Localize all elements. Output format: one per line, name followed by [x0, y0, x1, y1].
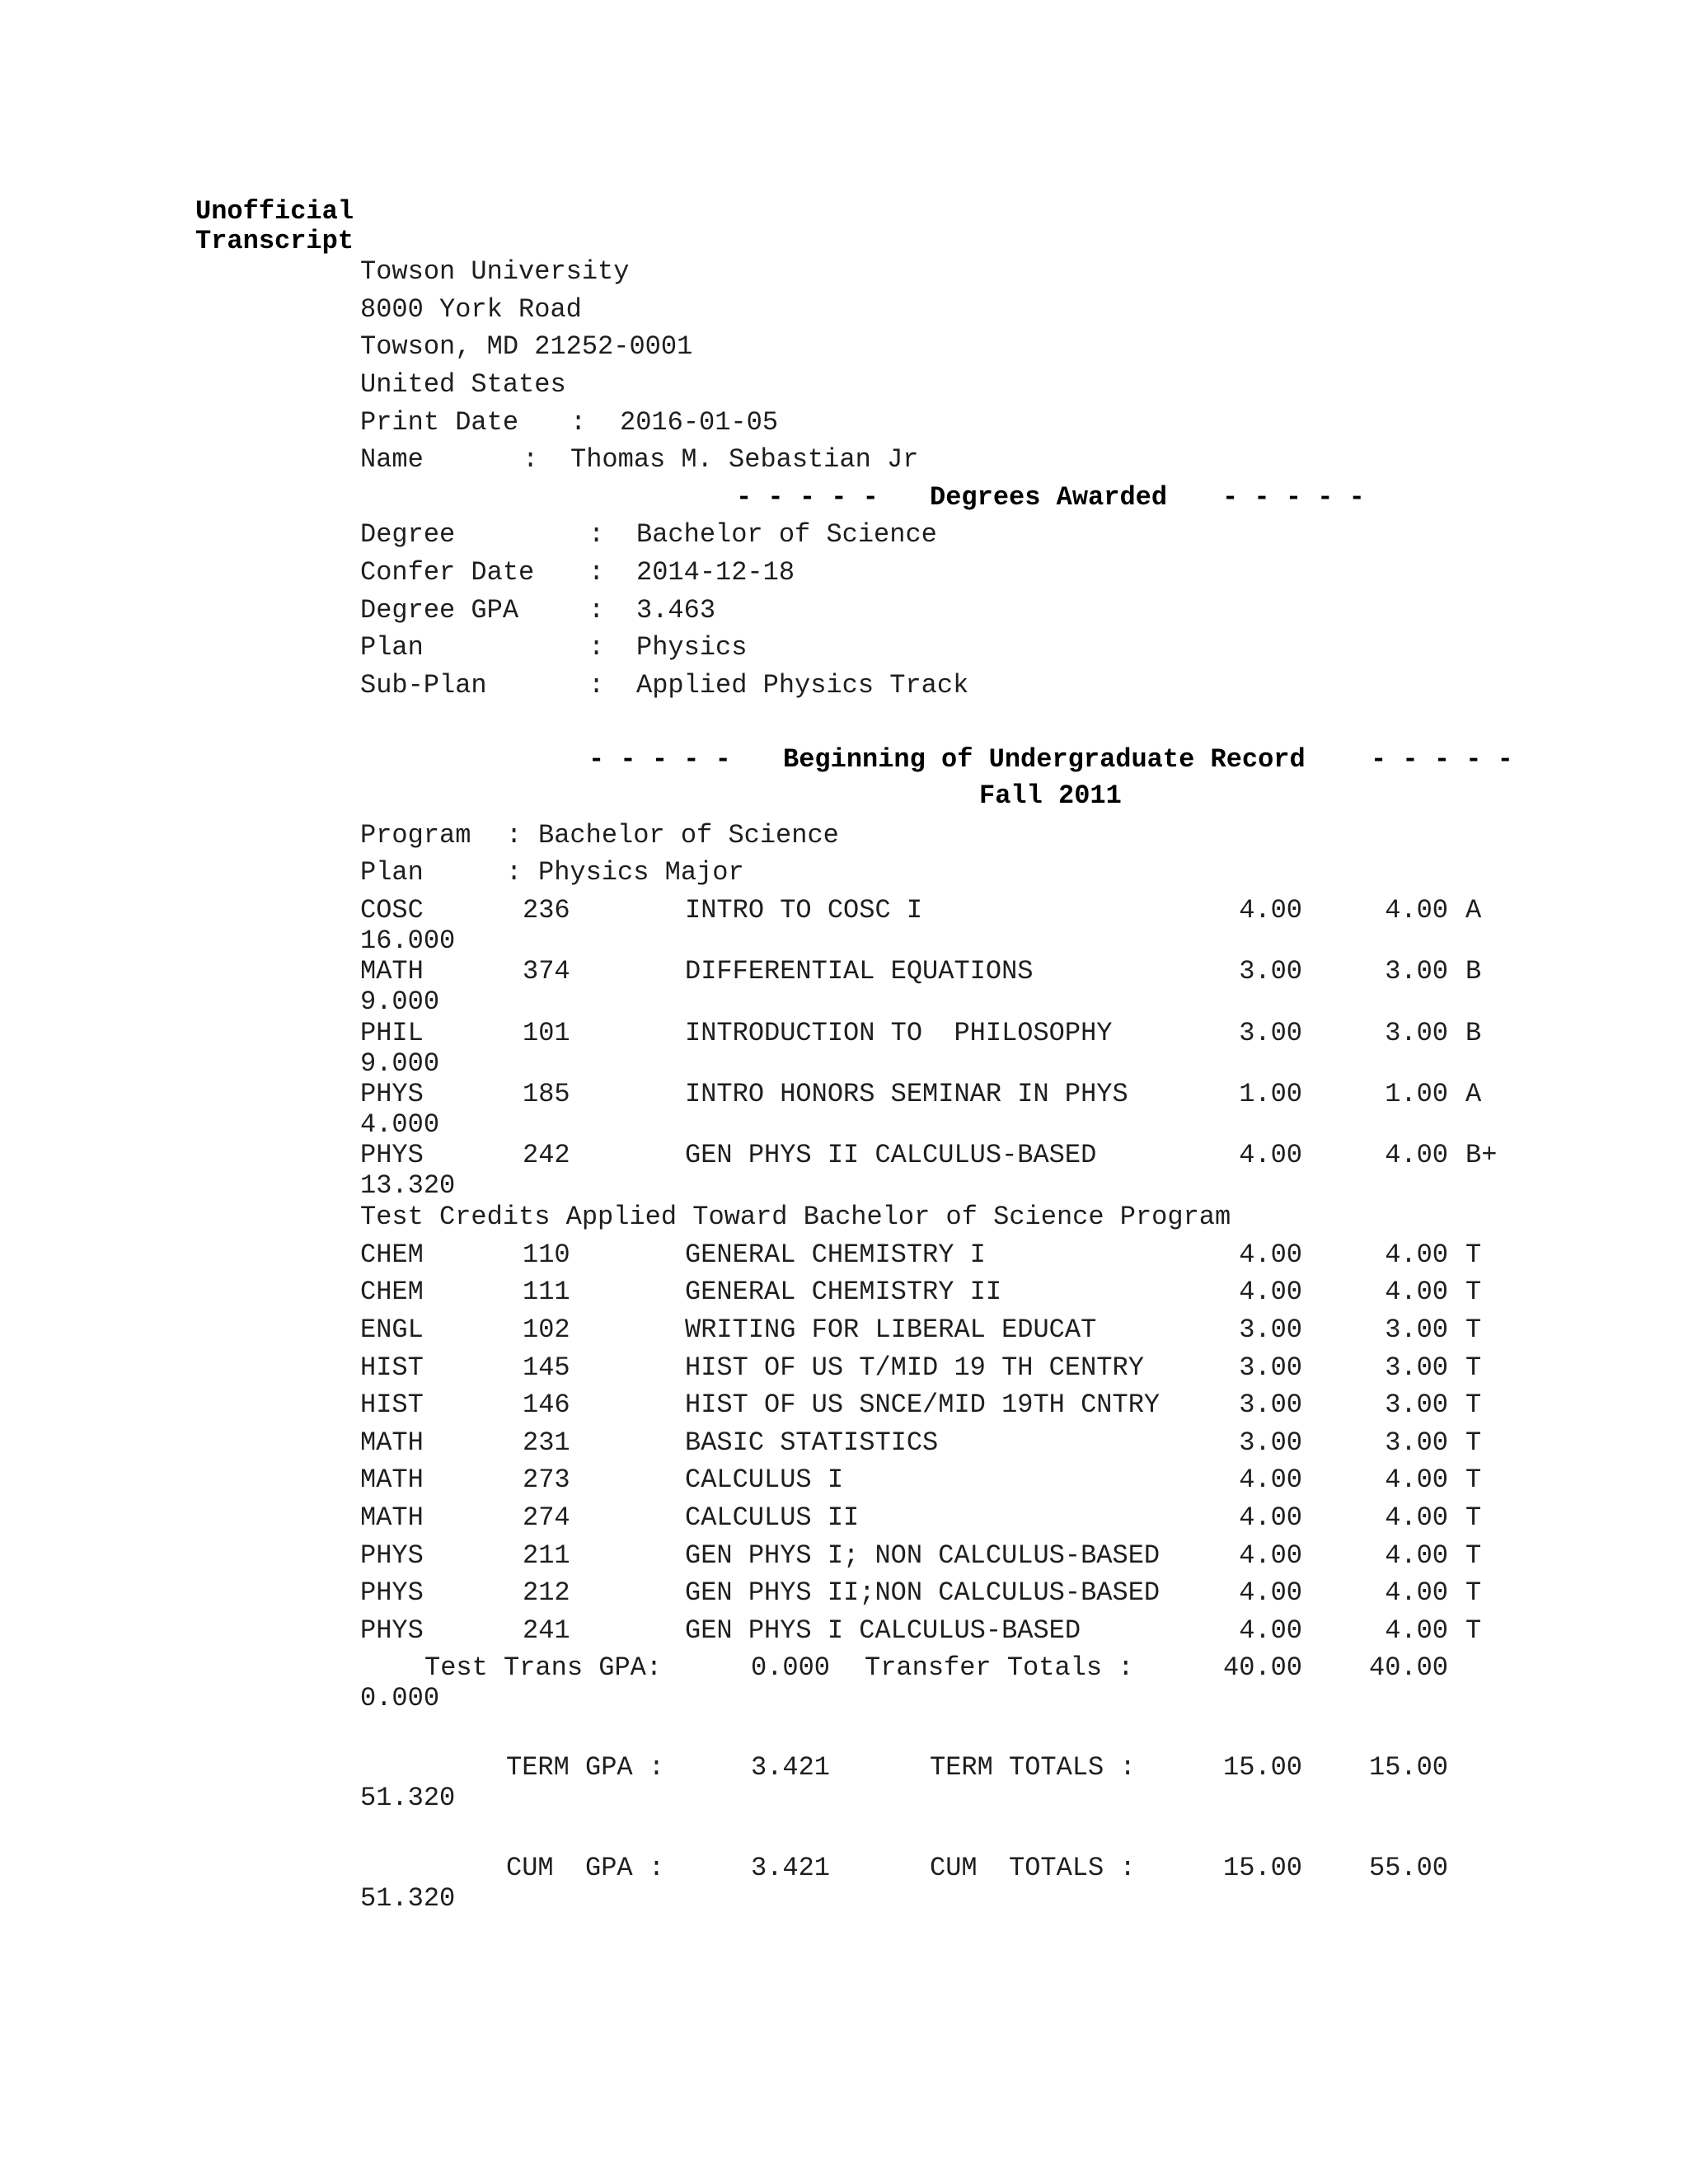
term-totals-label: TERM TOTALS : — [930, 1752, 1136, 1783]
program-label: Program — [360, 820, 471, 851]
test-credits-heading: Test Credits Applied Toward Bachelor of Science Program — [360, 1202, 1231, 1232]
degree-value: Bachelor of Science — [636, 519, 937, 550]
print-date-label: Print Date — [360, 407, 519, 438]
test-credit-grade: T — [1465, 1240, 1482, 1270]
degree-sep: : — [588, 519, 605, 550]
term-heading: Fall 2011 — [979, 780, 1122, 811]
institution-street: 8000 York Road — [360, 294, 582, 325]
test-credit-number: 212 — [523, 1577, 570, 1608]
title-line-2: Transcript — [195, 226, 354, 256]
test-credit-grade: T — [1465, 1390, 1482, 1420]
test-credit-number: 111 — [523, 1277, 570, 1307]
test-credit-attempted: 3.00 — [1239, 1352, 1302, 1383]
test-credit-grade: T — [1465, 1465, 1482, 1495]
test-credit-earned: 4.00 — [1385, 1465, 1448, 1495]
test-credit-subject: CHEM — [360, 1277, 424, 1307]
term-earned: 15.00 — [1368, 1752, 1448, 1783]
test-credit-subject: PHYS — [360, 1615, 424, 1646]
student-name-sep: : — [523, 444, 539, 475]
course-points: 13.320 — [360, 1170, 456, 1201]
test-credit-number: 102 — [523, 1315, 570, 1345]
course-attempted: 4.00 — [1239, 895, 1302, 926]
course-earned: 1.00 — [1385, 1079, 1448, 1109]
test-credit-title: BASIC STATISTICS — [685, 1427, 939, 1458]
course-attempted: 4.00 — [1239, 1140, 1302, 1170]
course-title: GEN PHYS II CALCULUS-BASED — [685, 1140, 1097, 1170]
test-credit-grade: T — [1465, 1315, 1482, 1345]
test-credit-earned: 3.00 — [1385, 1315, 1448, 1345]
course-grade: A — [1465, 1079, 1482, 1109]
sub-plan-label: Sub-Plan — [360, 670, 487, 701]
test-credit-attempted: 4.00 — [1239, 1502, 1302, 1533]
sub-plan-value: Applied Physics Track — [636, 670, 969, 701]
term-gpa-label: TERM GPA : — [506, 1752, 665, 1783]
degree-gpa-sep: : — [588, 595, 605, 626]
test-trans-gpa-label: Test Trans GPA: — [424, 1652, 663, 1683]
cum-gpa-value: 3.421 — [750, 1853, 830, 1883]
course-earned: 3.00 — [1385, 956, 1448, 987]
test-credit-attempted: 4.00 — [1239, 1615, 1302, 1646]
test-credit-attempted: 4.00 — [1239, 1465, 1302, 1495]
course-title: INTRODUCTION TO PHILOSOPHY — [685, 1018, 1113, 1048]
program-sep: : — [506, 820, 523, 851]
test-credit-earned: 4.00 — [1385, 1615, 1448, 1646]
test-credit-number: 211 — [523, 1540, 570, 1571]
course-number: 101 — [523, 1018, 570, 1048]
test-credit-subject: ENGL — [360, 1315, 424, 1345]
test-credit-number: 146 — [523, 1390, 570, 1420]
course-earned: 3.00 — [1385, 1018, 1448, 1048]
test-credit-subject: MATH — [360, 1465, 424, 1495]
test-credit-number: 273 — [523, 1465, 570, 1495]
course-subject: PHIL — [360, 1018, 424, 1048]
test-credit-title: GENERAL CHEMISTRY II — [685, 1277, 1002, 1307]
confer-date-label: Confer Date — [360, 557, 535, 588]
test-credit-grade: T — [1465, 1615, 1482, 1646]
test-credit-subject: PHYS — [360, 1577, 424, 1608]
transfer-points: 0.000 — [360, 1683, 440, 1713]
print-date-value: 2016-01-05 — [620, 407, 779, 438]
degrees-dashes-right: - - - - - — [1222, 482, 1365, 513]
student-name-value: Thomas M. Sebastian Jr — [570, 444, 919, 475]
test-credit-subject: HIST — [360, 1390, 424, 1420]
test-credit-earned: 4.00 — [1385, 1540, 1448, 1571]
course-title: INTRO TO COSC I — [685, 895, 923, 926]
test-credit-earned: 4.00 — [1385, 1502, 1448, 1533]
sub-plan-sep: : — [588, 670, 605, 701]
term-points: 51.320 — [360, 1783, 456, 1813]
course-subject: PHYS — [360, 1079, 424, 1109]
test-credit-earned: 3.00 — [1385, 1390, 1448, 1420]
course-number: 236 — [523, 895, 570, 926]
course-subject: MATH — [360, 956, 424, 987]
record-dashes-right: - - - - - — [1371, 744, 1513, 775]
test-credit-subject: HIST — [360, 1352, 424, 1383]
test-credit-attempted: 3.00 — [1239, 1390, 1302, 1420]
test-credit-title: GENERAL CHEMISTRY I — [685, 1240, 986, 1270]
degree-label: Degree — [360, 519, 456, 550]
degree-plan-label: Plan — [360, 632, 424, 663]
test-credit-grade: T — [1465, 1577, 1482, 1608]
test-credit-grade: T — [1465, 1352, 1482, 1383]
test-credit-earned: 3.00 — [1385, 1427, 1448, 1458]
course-grade: B+ — [1465, 1140, 1498, 1170]
course-attempted: 3.00 — [1239, 956, 1302, 987]
student-name-label: Name — [360, 444, 424, 475]
course-number: 185 — [523, 1079, 570, 1109]
degree-gpa-value: 3.463 — [636, 595, 716, 626]
test-credit-number: 241 — [523, 1615, 570, 1646]
degree-gpa-label: Degree GPA — [360, 595, 519, 626]
test-credit-title: WRITING FOR LIBERAL EDUCAT — [685, 1315, 1097, 1345]
test-credit-number: 274 — [523, 1502, 570, 1533]
cum-attempted: 15.00 — [1222, 1853, 1302, 1883]
course-earned: 4.00 — [1385, 895, 1448, 926]
test-credit-number: 110 — [523, 1240, 570, 1270]
test-credit-grade: T — [1465, 1427, 1482, 1458]
course-title: INTRO HONORS SEMINAR IN PHYS — [685, 1079, 1128, 1109]
course-subject: COSC — [360, 895, 424, 926]
cum-totals-label: CUM TOTALS : — [930, 1853, 1136, 1883]
test-credit-attempted: 3.00 — [1239, 1427, 1302, 1458]
title-line-1: Unofficial — [195, 196, 354, 227]
course-attempted: 3.00 — [1239, 1018, 1302, 1048]
test-credit-earned: 4.00 — [1385, 1577, 1448, 1608]
plan-label: Plan — [360, 857, 424, 888]
test-credit-attempted: 3.00 — [1239, 1315, 1302, 1345]
test-credit-subject: MATH — [360, 1502, 424, 1533]
course-points: 9.000 — [360, 1048, 440, 1079]
institution-name: Towson University — [360, 256, 630, 287]
test-credit-attempted: 4.00 — [1239, 1540, 1302, 1571]
course-grade: B — [1465, 956, 1482, 987]
degrees-awarded-heading: Degrees Awarded — [930, 482, 1168, 513]
course-subject: PHYS — [360, 1140, 424, 1170]
test-credit-grade: T — [1465, 1502, 1482, 1533]
test-credit-attempted: 4.00 — [1239, 1277, 1302, 1307]
course-points: 4.000 — [360, 1109, 440, 1140]
test-credit-number: 145 — [523, 1352, 570, 1383]
test-credit-earned: 3.00 — [1385, 1352, 1448, 1383]
test-credit-earned: 4.00 — [1385, 1277, 1448, 1307]
test-credit-attempted: 4.00 — [1239, 1240, 1302, 1270]
print-date-sep: : — [570, 407, 587, 438]
test-credit-title: GEN PHYS II;NON CALCULUS-BASED — [685, 1577, 1160, 1608]
degrees-dashes-left: - - - - - — [736, 482, 879, 513]
cum-gpa-label: CUM GPA : — [506, 1853, 665, 1883]
course-number: 242 — [523, 1140, 570, 1170]
course-grade: B — [1465, 1018, 1482, 1048]
test-credit-subject: PHYS — [360, 1540, 424, 1571]
test-credit-title: HIST OF US SNCE/MID 19TH CNTRY — [685, 1390, 1160, 1420]
test-credit-number: 231 — [523, 1427, 570, 1458]
plan-value: Physics Major — [538, 857, 744, 888]
term-gpa-value: 3.421 — [750, 1752, 830, 1783]
test-credit-subject: MATH — [360, 1427, 424, 1458]
test-trans-gpa-value: 0.000 — [750, 1652, 830, 1683]
test-credit-subject: CHEM — [360, 1240, 424, 1270]
transfer-attempted: 40.00 — [1222, 1652, 1302, 1683]
test-credit-title: GEN PHYS I CALCULUS-BASED — [685, 1615, 1081, 1646]
test-credit-grade: T — [1465, 1277, 1482, 1307]
test-credit-earned: 4.00 — [1385, 1240, 1448, 1270]
test-credit-title: GEN PHYS I; NON CALCULUS-BASED — [685, 1540, 1160, 1571]
test-credit-attempted: 4.00 — [1239, 1577, 1302, 1608]
course-title: DIFFERENTIAL EQUATIONS — [685, 956, 1034, 987]
institution-country: United States — [360, 369, 566, 400]
institution-city: Towson, MD 21252-0001 — [360, 331, 693, 362]
record-dashes-left: - - - - - — [588, 744, 731, 775]
transfer-totals-label: Transfer Totals : — [865, 1652, 1134, 1683]
course-points: 9.000 — [360, 987, 440, 1017]
test-credit-title: CALCULUS I — [685, 1465, 844, 1495]
confer-date-value: 2014-12-18 — [636, 557, 795, 588]
course-grade: A — [1465, 895, 1482, 926]
course-number: 374 — [523, 956, 570, 987]
confer-date-sep: : — [588, 557, 605, 588]
term-attempted: 15.00 — [1222, 1752, 1302, 1783]
course-earned: 4.00 — [1385, 1140, 1448, 1170]
test-credit-title: CALCULUS II — [685, 1502, 860, 1533]
transfer-earned: 40.00 — [1368, 1652, 1448, 1683]
course-attempted: 1.00 — [1239, 1079, 1302, 1109]
cum-earned: 55.00 — [1368, 1853, 1448, 1883]
program-value: Bachelor of Science — [538, 820, 839, 851]
course-points: 16.000 — [360, 926, 456, 956]
degree-plan-sep: : — [588, 632, 605, 663]
plan-sep: : — [506, 857, 523, 888]
degree-plan-value: Physics — [636, 632, 748, 663]
record-heading: Beginning of Undergraduate Record — [783, 744, 1306, 775]
test-credit-title: HIST OF US T/MID 19 TH CENTRY — [685, 1352, 1144, 1383]
test-credit-grade: T — [1465, 1540, 1482, 1571]
cum-points: 51.320 — [360, 1883, 456, 1914]
